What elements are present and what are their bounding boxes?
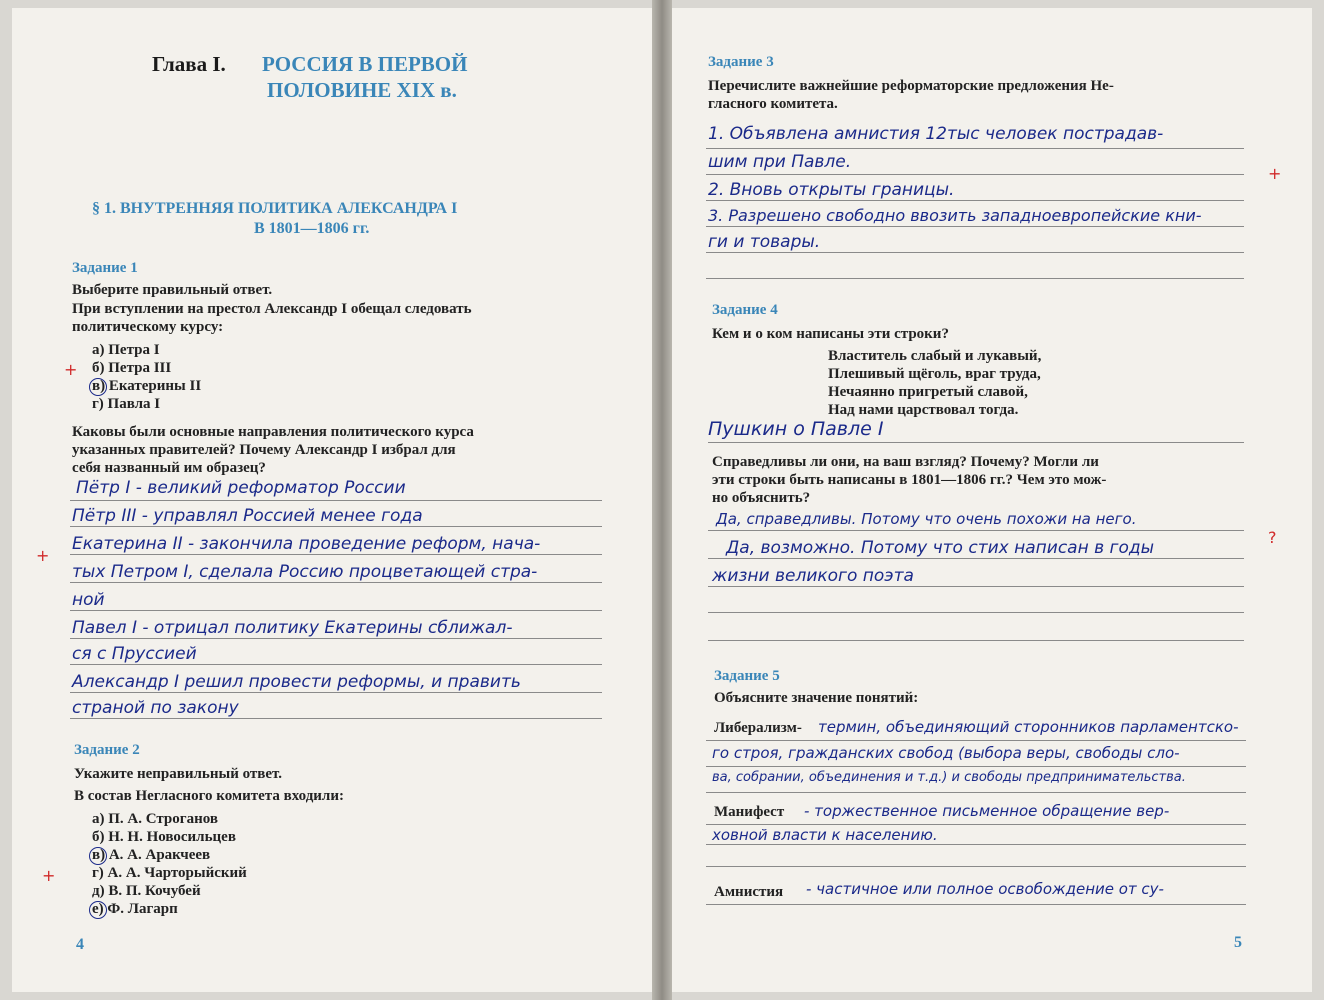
task1-instruction: Выберите правильный ответ. — [72, 282, 273, 298]
task2-option-e: д) В. П. Кочубей — [92, 883, 201, 899]
red-question-mark: ? — [1268, 528, 1277, 547]
task4-answer-3b: жизни великого поэта — [712, 566, 914, 586]
def-amnesty-1: - частичное или полное освобождение от су- — [806, 880, 1164, 898]
task1-answer-9: страной по закону — [72, 698, 239, 718]
page-number-left: 4 — [76, 936, 84, 953]
task2-heading: Задание 2 — [74, 742, 140, 758]
red-check-mark: + — [36, 546, 50, 565]
section-title-line-2: В 1801—1806 гг. — [254, 220, 370, 237]
task1-answer-8: Александр I решил провести реформы, и править — [72, 672, 521, 692]
right-page — [672, 8, 1312, 992]
task2-option-a: а) П. А. Строганов — [92, 811, 218, 827]
task4-answer-3a: Да, возможно. Потому что стих написан в годы — [726, 538, 1155, 558]
task1-followup-1: Каковы были основные направления политического курса — [72, 424, 474, 440]
def-liberalism-3: ва, собрании, объединения и т.д.) и свободы предпринимательства. — [712, 770, 1186, 785]
task2-option-c: в) А. А. Аракчеев — [92, 847, 211, 863]
chapter-label: Глава I. — [152, 52, 226, 76]
poem-line-1: Властитель слабый и лукавый, — [828, 348, 1042, 364]
task3-question-1: Перечислите важнейшие реформаторские предложения Не- — [708, 78, 1114, 94]
task1-followup-2: указанных правителей? Почему Александр I избрал для — [72, 442, 456, 458]
task5-heading: Задание 5 — [714, 668, 780, 684]
task1-option-a: а) Петра I — [92, 342, 160, 358]
task3-heading: Задание 3 — [708, 54, 774, 70]
task3-question-2: гласного комитета. — [708, 96, 838, 112]
task1-answer-2: Пётр III - управлял Россией менее года — [72, 506, 423, 526]
red-check-mark: + — [1268, 164, 1282, 183]
red-check-mark: + — [64, 360, 78, 379]
task2-option-f: е) Ф. Лагарп — [92, 901, 178, 917]
task3-answer-3: 2. Вновь открыты границы. — [708, 180, 955, 200]
poem-line-4: Над нами царствовал тогда. — [828, 402, 1019, 418]
left-page — [12, 8, 652, 992]
task1-answer-4: тых Петром I, сделала Россию процветающей стра- — [72, 562, 538, 582]
task2-question: В состав Негласного комитета входили: — [74, 788, 344, 804]
task1-answer-1: Пётр I - великий реформатор России — [76, 478, 406, 498]
selected-answer-circle — [89, 901, 107, 919]
task3-answer-4: 3. Разрешено свободно ввозить западноевропейские кни- — [708, 206, 1202, 225]
task4-question: Кем и о ком написаны эти строки? — [712, 326, 949, 342]
task5-instruction: Объясните значение понятий: — [714, 690, 919, 706]
task1-option-d: г) Павла I — [92, 396, 161, 412]
task2-option-b: б) Н. Н. Новосильцев — [92, 829, 236, 845]
def-liberalism-2: го строя, гражданских свобод (выбора веры, свободы сло- — [712, 744, 1180, 762]
chapter-title-line-1: РОССИЯ В ПЕРВОЙ — [262, 52, 468, 76]
task4-followup-2: эти строки быть написаны в 1801—1806 гг.? Чем это мож- — [712, 472, 1107, 488]
task4-followup-3: но объяснить? — [712, 490, 811, 506]
def-manifest-2: ховной власти к населению. — [712, 826, 938, 844]
task1-option-c: в) Екатерины II — [92, 378, 202, 394]
task1-question-2: политическому курсу: — [72, 319, 224, 335]
task2-instruction: Укажите неправильный ответ. — [74, 766, 283, 782]
task3-answer-2: шим при Павле. — [708, 152, 852, 172]
selected-answer-circle — [89, 847, 107, 865]
poem-line-2: Плешивый щёголь, враг труда, — [828, 366, 1041, 382]
task4-heading: Задание 4 — [712, 302, 778, 318]
term-manifest: Манифест — [714, 804, 785, 820]
task2-option-d: г) А. А. Чарторыйский — [92, 865, 247, 881]
poem-line-3: Нечаянно пригретый славой, — [828, 384, 1028, 400]
task1-answer-6: Павел I - отрицал политику Екатерины сближал- — [72, 618, 513, 638]
red-check-mark: + — [42, 866, 56, 885]
task1-followup-3: себя названный им образец? — [72, 460, 266, 476]
book-spine — [652, 0, 672, 1000]
task3-answer-5: ги и товары. — [708, 232, 821, 252]
task1-option-b: б) Петра III — [92, 360, 172, 376]
def-manifest-1: - торжественное письменное обращение вер- — [804, 802, 1170, 820]
task1-heading: Задание 1 — [72, 260, 138, 276]
page-number-right: 5 — [1234, 934, 1242, 951]
task1-question-1: При вступлении на престол Александр I обещал следовать — [72, 301, 472, 317]
task4-followup-1: Справедливы ли они, на ваш взгляд? Почему? Могли ли — [712, 454, 1099, 470]
task4-answer-1: Пушкин о Павле I — [708, 418, 884, 440]
task1-answer-7: ся с Пруссией — [72, 644, 197, 664]
term-liberalism: Либерализм- — [714, 720, 802, 736]
chapter-title-line-2: ПОЛОВИНЕ XIX в. — [267, 78, 457, 102]
task3-answer-1: 1. Объявлена амнистия 12тыс человек пострадав- — [708, 124, 1164, 144]
task1-answer-5: ной — [72, 590, 105, 610]
def-liberalism-1: термин, объединяющий сторонников парламентско- — [818, 718, 1239, 736]
term-amnesty: Амнистия — [714, 884, 784, 900]
section-title-line-1: § 1. ВНУТРЕННЯЯ ПОЛИТИКА АЛЕКСАНДРА I — [92, 200, 458, 217]
task1-answer-3: Екатерина II - закончила проведение реформ, нача- — [72, 534, 541, 554]
task4-answer-2: Да, справедливы. Потому что очень похожи на него. — [716, 510, 1137, 528]
selected-answer-circle — [89, 378, 107, 396]
